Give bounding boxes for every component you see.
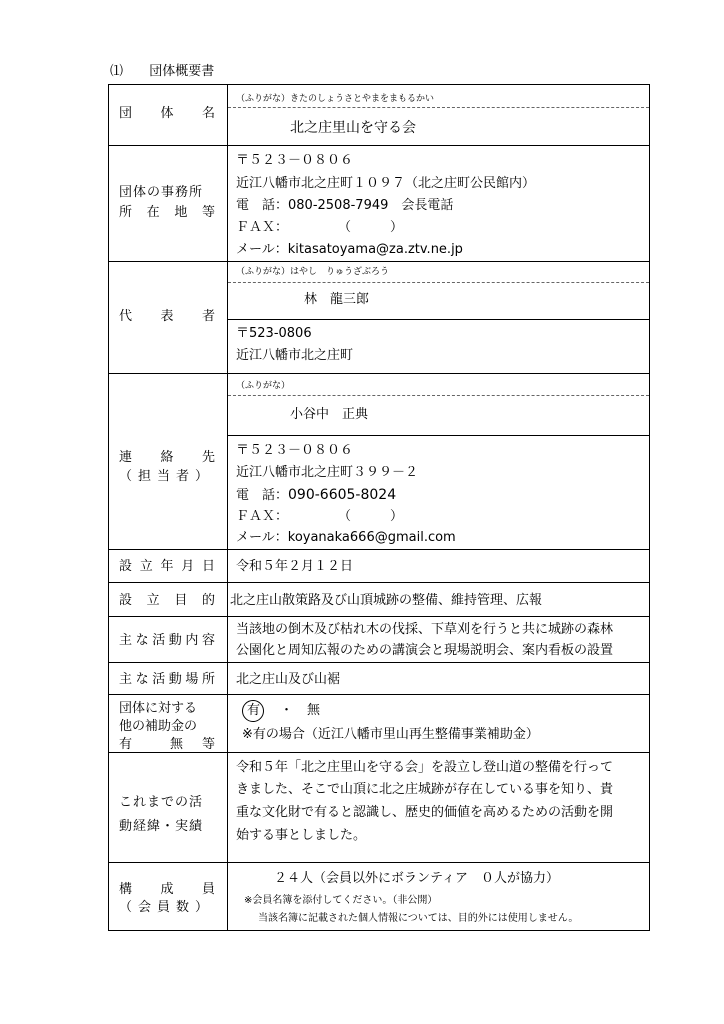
representative-postal: 〒523-0806: [236, 326, 312, 341]
label-history-line2: 動経緯・実績: [119, 819, 204, 834]
option-separator: ・: [280, 703, 294, 718]
history-line4: 始する事としました。: [236, 828, 367, 843]
label-office-line1: 団体の事務所: [119, 185, 204, 200]
label-activities: 主 な 活 動 内 容: [119, 633, 215, 648]
label-location: 主 な 活 動 場 所: [119, 672, 215, 687]
label-office-line2: 所 在 地 等: [119, 205, 215, 220]
label-purpose: 設 立 目 的: [119, 593, 215, 608]
row-purpose: [109, 583, 650, 617]
contact-divider: [228, 435, 649, 436]
label-contact-line2: （担当者）: [119, 469, 215, 484]
history-line2: きました、そこで山頂に北之庄城跡が存在している事を知り、貴: [236, 782, 614, 797]
established-date: 令和５年２月１２日: [236, 559, 354, 574]
furigana-divider: [228, 107, 649, 108]
row-activities: [109, 617, 650, 663]
contact-email: メール：koyanaka666@gmail.com: [236, 530, 456, 545]
row-org-name: [109, 85, 650, 146]
row-location: [109, 663, 650, 695]
row-established: [109, 550, 650, 583]
representative-name: 林 龍三郎: [304, 292, 370, 307]
subsidy-note: ※有の場合（近江八幡市里山再生整備事業補助金）: [242, 727, 539, 742]
row-contact: [109, 374, 650, 550]
option-yes: 有: [247, 703, 261, 718]
history-line1: 令和５年「北之庄里山を守る会」を設立し登山道の整備を行って: [236, 760, 614, 775]
label-history-line1: これまでの活: [119, 795, 204, 810]
label-subsidy-line3: 有 無 等: [119, 737, 215, 752]
office-email: メール：kitasatoyama@za.ztv.ne.jp: [236, 242, 463, 257]
label-contact-line1: 連 絡 先: [119, 450, 215, 465]
section-number: ⑴: [110, 64, 124, 79]
row-history: [109, 753, 650, 863]
label-subsidy-line2: 他の補助金の: [119, 719, 198, 734]
label-members-line1: 構 成 員: [119, 882, 215, 897]
row-representative: [109, 262, 650, 374]
furigana-label: （ふりがな）: [236, 267, 291, 277]
section-title: 団体概要書: [149, 64, 215, 79]
label-established: 設 立 年 月 日: [119, 559, 215, 574]
label-representative: 代 表 者: [119, 309, 215, 324]
contact-fax: ＦＡＸ： （ ）: [236, 509, 404, 524]
office-postal: 〒５２３－０８０６: [236, 153, 354, 168]
activities-line1: 当該地の倒木及び枯れ木の伐採、下草刈を行うと共に城跡の森林: [236, 622, 614, 637]
furigana-divider: [228, 282, 649, 283]
member-count: ２４人（会員以外にボランティア ０人が協力）: [274, 871, 559, 886]
row-office: [109, 146, 650, 262]
office-fax: ＦＡＸ： （ ）: [236, 220, 404, 235]
furigana-label: （ふりがな）: [236, 381, 291, 391]
furigana-label: （ふりがな）: [236, 94, 291, 104]
representative-divider: [228, 319, 649, 320]
option-no: 無: [307, 703, 321, 718]
location-text: 北之庄山及び山裾: [236, 672, 341, 687]
contact-postal: 〒５２３－０８０６: [236, 443, 354, 458]
office-address: 近江八幡市北之庄町１０９７（北之庄町公民館内）: [236, 176, 536, 191]
members-note2: 当該名簿に記載された個人情報については、目的外には使用しません。: [258, 913, 579, 924]
label-members-line2: （会員数）: [119, 900, 215, 915]
activities-line2: 公園化と周知広報のための講演会と現場説明会、案内看板の設置: [236, 643, 614, 658]
org-furigana: きたのしょうさとやまをまもるかい: [290, 94, 435, 104]
members-note1: ※会員名簿を添付してください。（非公開）: [244, 895, 438, 906]
label-org-name: 団 体 名: [119, 106, 215, 121]
purpose-text: 北之庄山散策路及び山頂城跡の整備、維持管理、広報: [230, 593, 543, 608]
row-members: [109, 863, 650, 931]
label-subsidy-line1: 団体に対する: [119, 701, 198, 716]
organization-overview-table: [108, 84, 650, 931]
representative-furigana: はやし りゅうざぶろう: [290, 267, 390, 277]
section-heading: [110, 60, 214, 79]
contact-name: 小谷中 正典: [290, 407, 369, 422]
row-subsidy: [109, 695, 650, 753]
history-line3: 重な文化財で有ると認識し、歴史的価値を高めるための活動を開: [236, 805, 614, 820]
contact-address: 近江八幡市北之庄町３９９－２: [236, 465, 419, 480]
furigana-divider: [228, 395, 649, 396]
representative-address: 近江八幡市北之庄町: [236, 348, 354, 363]
org-name: 北之庄里山を守る会: [290, 120, 416, 136]
office-phone: 電 話：080-2508-7949 会長電話: [236, 198, 454, 213]
contact-phone: 電 話：090-6605-8024: [236, 487, 397, 503]
